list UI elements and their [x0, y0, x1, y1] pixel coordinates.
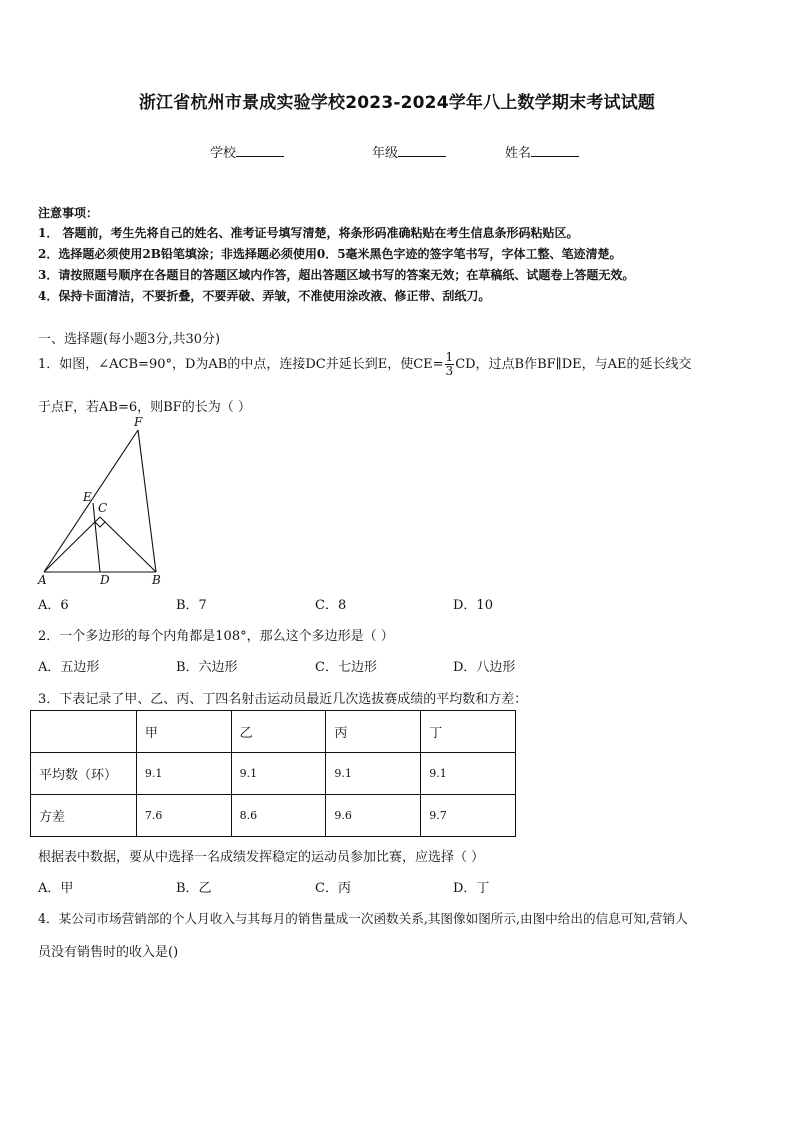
notice-item: 1． 答题前，考生先将自己的姓名、准考证号填写清楚，将条形码准确粘贴在考生信息条形码粘贴区。: [38, 226, 579, 240]
table-cell: 9.1: [231, 753, 326, 795]
table-cell: 8.6: [231, 795, 326, 837]
q3-option-c: C．丙: [315, 881, 351, 896]
question-3-followup: 根据表中数据，要从中选择一名成绩发挥稳定的运动员参加比赛，应选择（ ）: [38, 850, 485, 865]
question-4-line-1: 4．某公司市场营销部的个人月收入与其每月的销售量成一次函数关系,其图像如图所示,由图中给出的信息可知,营销人: [38, 911, 688, 926]
q2-option-b: B．六边形: [176, 660, 238, 675]
notice-item: 3．请按照题号顺序在各题目的答题区域内作答，超出答题区域书写的答案无效；在草稿纸、试题卷上答题无效。: [38, 268, 635, 282]
q1-option-d: D．10: [453, 598, 493, 613]
table-cell: 9.1: [326, 753, 421, 795]
name-field: [505, 142, 579, 161]
name-blank: [531, 144, 579, 157]
label-a: A: [38, 573, 47, 587]
q1-text-a: 1．如图，∠ACB=90°，D为AB的中点，连接DC并延长到E，使CE=: [38, 357, 444, 372]
label-e: E: [83, 490, 92, 504]
school-label: 学校: [210, 146, 237, 161]
section-title: 一、选择题(每小题3分,共30分): [38, 332, 221, 347]
notice-header: 注意事项：: [38, 206, 99, 220]
segment-ac: [44, 517, 100, 572]
school-blank: [236, 144, 284, 157]
q2-option-a: A．五边形: [38, 660, 100, 675]
grade-field: [372, 142, 446, 161]
q1-option-a: A．6: [38, 598, 69, 613]
triangle-figure: [30, 410, 180, 590]
table-cell: 9.7: [421, 795, 516, 837]
name-label: 姓名: [505, 146, 532, 161]
table-row: [31, 795, 516, 837]
q3-option-d: D．丁: [453, 881, 490, 896]
q3-option-b: B．乙: [176, 881, 212, 896]
table-header-cell: 乙: [231, 711, 326, 753]
right-angle-mark: [95, 522, 105, 527]
label-f: F: [134, 415, 143, 429]
table-row: [31, 753, 516, 795]
question-4-line-2: 员没有销售时的收入是(): [38, 945, 179, 960]
q2-option-c: C．七边形: [315, 660, 377, 675]
label-c: C: [98, 501, 108, 515]
table-header-cell: 丁: [421, 711, 516, 753]
q1-option-b: B．7: [176, 598, 207, 613]
table-header-row: [31, 711, 516, 753]
page-title: 浙江省杭州市景成实验学校2023-2024学年八上数学期末考试试题: [138, 93, 656, 113]
q2-option-d: D．八边形: [453, 660, 516, 675]
question-2: 2．一个多边形的每个内角都是108°，那么这个多边形是（ ）: [38, 629, 394, 644]
question-1-line-1: [38, 351, 691, 378]
label-d: D: [100, 573, 110, 587]
table-cell: 9.1: [421, 753, 516, 795]
grade-label: 年级: [372, 146, 399, 161]
scores-table: [30, 710, 516, 837]
segment-fb: [138, 430, 156, 572]
q1-text-b: CD，过点B作BF∥DE，与AE的延长线交: [455, 357, 692, 372]
grade-blank: [398, 144, 446, 157]
question-1-line-2: 于点F，若AB=6，则BF的长为（ ）: [38, 400, 251, 415]
question-3: 3．下表记录了甲、乙、丙、丁四名射击运动员最近几次选拔赛成绩的平均数和方差：: [38, 692, 528, 707]
notice-item: 4．保持卡面清洁，不要折叠，不要弄破、弄皱，不准使用涂改液、修正带、刮纸刀。: [38, 289, 491, 303]
fraction-denominator: 3: [445, 364, 454, 378]
notice-item: 2．选择题必须使用2B铅笔填涂；非选择题必须使用0．5毫米黑色字迹的签字笔书写，字体工整、笔迹清楚。: [38, 247, 622, 261]
table-header-cell: 丙: [326, 711, 421, 753]
table-cell: [31, 711, 137, 753]
table-cell: 9.1: [136, 753, 231, 795]
table-row-label: 平均数（环）: [31, 753, 137, 795]
segment-cb: [100, 517, 156, 572]
label-b: B: [152, 573, 161, 587]
table-cell: 9.6: [326, 795, 421, 837]
school-field: [210, 142, 284, 161]
q3-option-a: A．甲: [38, 881, 74, 896]
table-cell: 7.6: [136, 795, 231, 837]
table-row-label: 方差: [31, 795, 137, 837]
q1-option-c: C．8: [315, 598, 347, 613]
fraction: [445, 351, 455, 378]
table-header-cell: 甲: [136, 711, 231, 753]
fraction-numerator: 1: [445, 350, 454, 364]
